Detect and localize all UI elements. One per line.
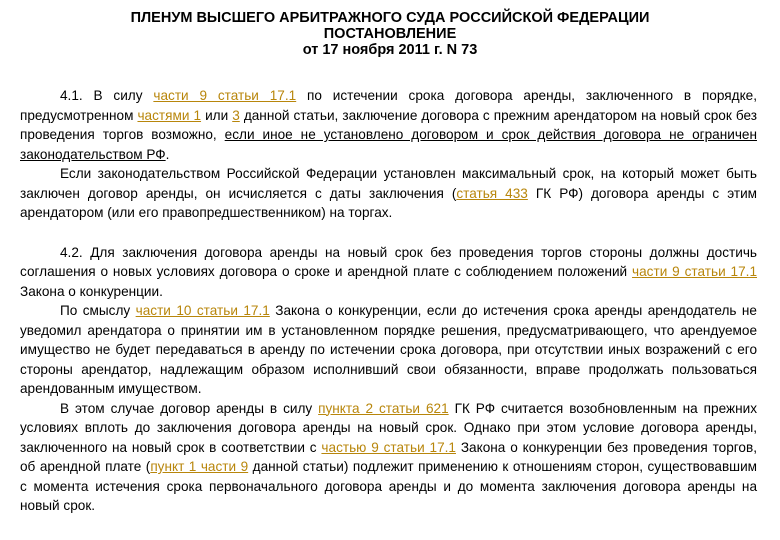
- paragraph-4-1: 4.1. В силу части 9 статьи 17.1 по истечении срока договора аренды, заключенного в порядке, предусмотренном частями 1 или 3 данной статьи, заключение договора с прежним арендатором на новый срок без проведения торгов возможно, если иное не установлено договором и срок действия договора не ограничен законодательством РФ.: [20, 88, 758, 162]
- paragraph-renewal: В этом случае договор аренды в силу пункта 2 статьи 621 ГК РФ считается возобновленным на прежних условиях вплоть до заключения договора аренды на новый срок. Однако при этом условие договора аренды, заключенного на новый срок в соответствии с частью 9 статьи 17.1 Закона о конкуренции без проведения торгов, об арендной плате (пункт 1 части 9 данной статьи) подлежит применению к отношениям сторон, существовавшим с момента истечения срока первоначального договора аренды и до момента заключения договора аренды на новый срок.: [20, 400, 758, 513]
- paragraph-4-2: 4.2. Для заключения договора аренды на новый срок без проведения торгов стороны должны достичь соглашения о новых условиях договора о сроке и арендной плате с соблюдением положений части 9 статьи 17.1 Закона о конкуренции.: [20, 244, 758, 299]
- link-part-10-article-17-1[interactable]: части 10 статьи 17.1: [135, 303, 270, 318]
- document-date: от 17 ноября 2011 г. N 73: [302, 42, 478, 58]
- underlined-condition: если иное не установлено договором и срок действия договора не ограничен законодательством РФ: [20, 127, 757, 162]
- court-name: ПЛЕНУМ ВЫСШЕГО АРБИТРАЖНОГО СУДА РОССИЙСКОЙ ФЕДЕРАЦИИ: [130, 10, 650, 26]
- paragraph-part-10: По смыслу части 10 статьи 17.1 Закона о конкуренции, если до истечения срока аренды арендодатель не уведомил арендатора о принятии им в установленном порядке решения, предусматривающего, что арендуемое имущество не будет передаваться в аренду по истечении срока договора, при отсутствии иных возражений с его стороны арендатор, надлежащим образом исполнивший свои обязанности, вправе продолжать пользоваться арендованным имуществом.: [20, 303, 757, 396]
- document-body: [20, 86, 757, 516]
- link-part-9-article-17-1-b[interactable]: части 9 статьи 17.1: [632, 264, 758, 279]
- document-header: [0, 10, 780, 58]
- document-type: ПОСТАНОВЛЕНИЕ: [323, 26, 457, 42]
- link-parts-1[interactable]: частями 1: [137, 107, 202, 123]
- link-part-3[interactable]: 3: [232, 107, 240, 123]
- paragraph-max-term: Если законодательством Российской Федерации установлен максимальный срок, на который может быть заключен договор аренды, он исчисляется с даты заключения (статья 433 ГК РФ) договора аренды с этим арендатором (или его правопредшественником) на торгах.: [20, 166, 758, 220]
- link-part-9-article-17-1-c[interactable]: частью 9 статьи 17.1: [321, 439, 456, 455]
- link-point-1-part-9[interactable]: пункт 1 части 9: [150, 459, 249, 474]
- link-point-2-article-621[interactable]: пункта 2 статьи 621: [318, 400, 449, 416]
- link-part-9-article-17-1[interactable]: части 9 статьи 17.1: [153, 88, 297, 103]
- link-article-433[interactable]: статья 433: [456, 185, 528, 201]
